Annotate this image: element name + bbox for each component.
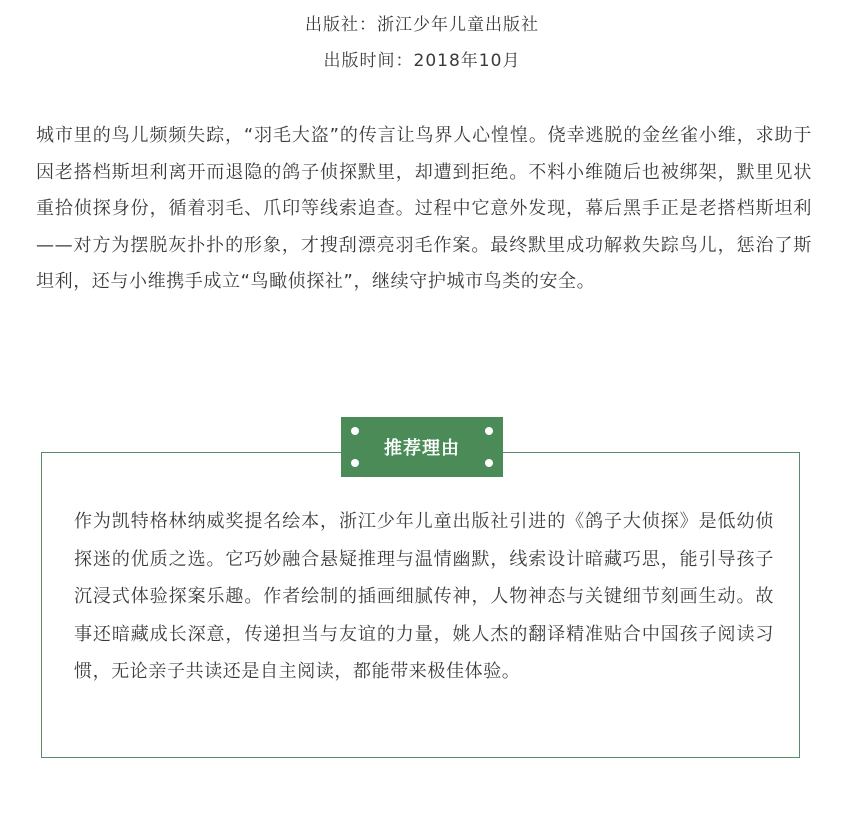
synopsis-paragraph: 城市里的鸟儿频频失踪，“羽毛大盗”的传言让鸟界人心惶惶。侥幸逃脱的金丝雀小维，求助于因老搭档斯坦利离开而退隐的鸽子侦探默里，却遭到拒绝。不料小维随后也被绑架，默里见状重拾侦探身份，循着羽毛、爪印等线索追查。过程中它意外发现，幕后黑手正是老搭档斯坦利——对方为摆脱灰扑扑的形象，才搜刮漂亮羽毛作案。最终默里成功解救失踪鸟儿，惩治了斯坦利，还与小维携手成立“鸟瞰侦探社”，继续守护城市鸟类的安全。 [36,125,812,292]
badge-dot-icon [351,459,359,467]
badge-dot-icon [485,427,493,435]
recommend-badge [341,417,503,477]
badge-dot-icon [351,427,359,435]
recommend-title: 推荐理由 [384,438,460,459]
publisher-line: 出版社：浙江少年儿童出版社 [305,15,539,35]
badge-dot-icon [485,459,493,467]
publish-date-line: 出版时间：2018年10月 [323,51,521,71]
recommend-box [41,452,800,758]
recommend-text: 作为凯特格林纳威奖提名绘本，浙江少年儿童出版社引进的《鸽子大侦探》是低幼侦探迷的优质之选。它巧妙融合悬疑推理与温情幽默，线索设计暗藏巧思，能引导孩子沉浸式体验探案乐趣。作者绘制的插画细腻传神，人物神态与关键细节刻画生动。故事还暗藏成长深意，传递担当与友谊的力量，姚人杰的翻译精准贴合中国孩子阅读习惯，无论亲子共读还是自主阅读，都能带来极佳体验。 [74,511,774,682]
